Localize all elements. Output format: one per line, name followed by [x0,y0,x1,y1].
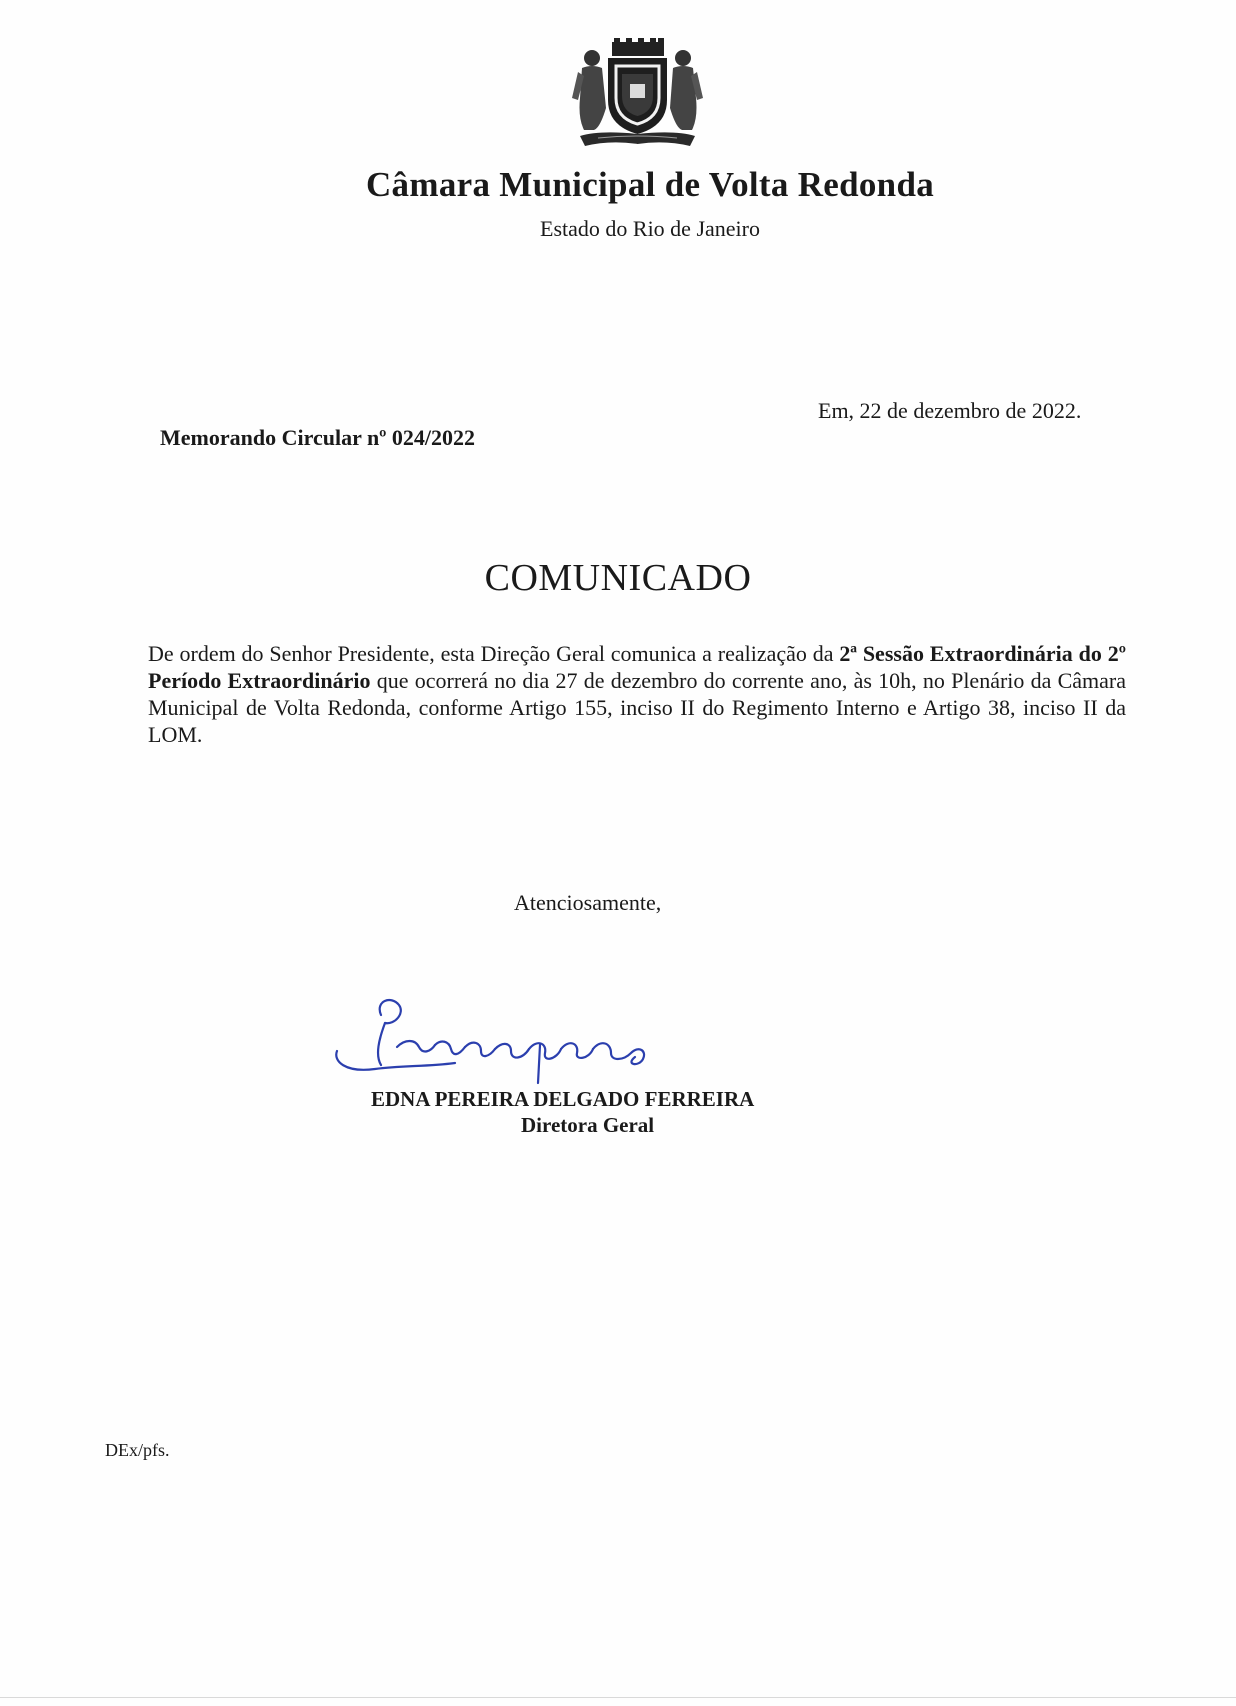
scan-edge-line [0,1697,1236,1698]
municipal-coat-of-arms-icon [570,38,705,150]
body-text-part-1: De ordem do Senhor Presidente, esta Direção Geral comunica a realização da [148,641,840,666]
signer-role: Diretora Geral [521,1113,655,1137]
signer-name: EDNA PEREIRA DELGADO FERREIRA [371,1087,755,1111]
handwritten-signature-icon [335,995,725,1085]
document-heading: COMUNICADO [484,557,752,599]
institution-subtitle: Estado do Rio de Janeiro [540,216,760,241]
footer-reference-code: DEx/pfs. [105,1440,170,1460]
body-paragraph [148,640,1126,748]
closing-salutation: Atenciosamente, [514,890,662,915]
memo-date: Em, 22 de dezembro de 2022. [818,398,1082,423]
institution-title: Câmara Municipal de Volta Redonda [365,165,935,204]
body-text-part-3: que ocorrerá no dia 27 de dezembro do corrente ano, às 10h, no Plenário da Câmara Municipal de Volta Redonda, conforme Artigo 155, inciso II do Regimento Interno e Artigo 38, inciso II da LOM. [148,668,1127,747]
memo-number: Memorando Circular nº 024/2022 [160,425,476,450]
body-text-bold-session: 2ª Sessão Extraordinária do 2º Período Extraordinário [148,641,1126,693]
